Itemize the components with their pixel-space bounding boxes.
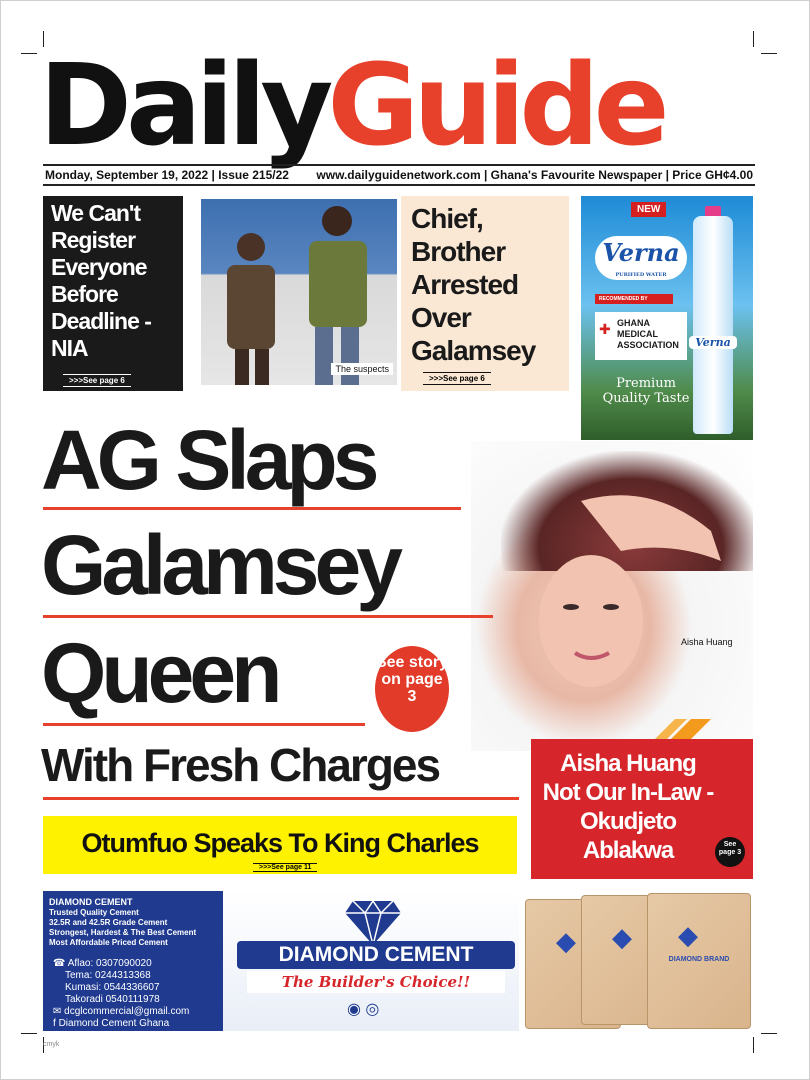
crop-mark bbox=[753, 1037, 754, 1053]
verna-water-ad[interactable] bbox=[581, 196, 753, 440]
nia-headline: We Can't Register Everyone Before Deadline - NIA bbox=[51, 200, 151, 361]
chief-see-page: >>>See page 6 bbox=[423, 372, 491, 385]
verna-brand-sub: PURIFIED WATER bbox=[615, 272, 667, 278]
diamond-icon: ◆ bbox=[678, 920, 698, 950]
story-nia[interactable] bbox=[43, 196, 183, 391]
contact-tema: Tema: 0244313368 bbox=[65, 970, 151, 981]
dateline bbox=[43, 164, 755, 186]
nia-see-page: >>>See page 6 bbox=[63, 374, 131, 387]
phone-icon: ☎ bbox=[53, 958, 68, 969]
main-headline-line1[interactable]: AG Slaps bbox=[41, 413, 375, 507]
gma-name: GHANA MEDICAL ASSOCIATION bbox=[617, 318, 679, 350]
headline-rule bbox=[43, 723, 365, 726]
caduceus-icon: ✚ bbox=[599, 321, 611, 337]
headline-rule bbox=[43, 797, 519, 800]
email-icon: ✉ bbox=[53, 1006, 65, 1017]
diamond-icon: ◆ bbox=[556, 926, 576, 956]
aisha-huang-photo bbox=[471, 441, 753, 751]
suspects-caption: The suspects bbox=[331, 363, 393, 375]
see-story-badge[interactable]: See story on page 3 bbox=[375, 646, 449, 732]
certification-logos-icon: ◉ ◎ bbox=[347, 1001, 380, 1018]
diamond-cement-ad[interactable] bbox=[43, 891, 753, 1031]
story-chief[interactable] bbox=[401, 196, 569, 391]
diamond-icon: ◆ bbox=[612, 922, 632, 952]
verna-logo bbox=[595, 236, 687, 280]
cement-info-panel bbox=[43, 891, 223, 1031]
new-badge: NEW bbox=[631, 202, 666, 217]
contact-email: ✉ dcglcommercial@gmail.com bbox=[53, 1006, 190, 1017]
main-headline-line3[interactable]: Queen bbox=[41, 626, 278, 720]
gma-badge bbox=[595, 312, 687, 360]
cement-brand: DIAMOND CEMENT bbox=[49, 897, 133, 907]
facebook-icon: f bbox=[53, 1018, 59, 1029]
contact-kumasi: Kumasi: 0544336607 bbox=[65, 982, 160, 993]
recommended-label: RECOMMENDED BY bbox=[595, 294, 673, 304]
date-issue: Monday, September 19, 2022 | Issue 215/22 bbox=[45, 168, 289, 182]
suspects-photo bbox=[201, 199, 397, 385]
cement-bags-image bbox=[519, 891, 753, 1031]
cement-bag bbox=[647, 893, 751, 1029]
aisha-see-page: See page 3 bbox=[715, 837, 745, 867]
bottle-label: Verna bbox=[689, 336, 737, 349]
portrait-face bbox=[471, 441, 753, 751]
main-headline-line2[interactable]: Galamsey bbox=[41, 518, 398, 612]
aisha-caption: Aisha Huang bbox=[681, 637, 733, 647]
crop-mark bbox=[761, 1033, 777, 1034]
cement-logo-panel bbox=[223, 891, 523, 1031]
verna-brand: Verna bbox=[602, 238, 680, 267]
verna-tagline: Premium Quality Taste bbox=[602, 376, 690, 406]
crop-mark bbox=[753, 31, 754, 47]
aisha-headline: Aisha Huang Not Our In-Law - Okudjeto Ablakwa bbox=[542, 750, 714, 864]
masthead-daily: Daily bbox=[39, 41, 328, 171]
main-headline-line4[interactable]: With Fresh Charges bbox=[41, 739, 440, 791]
contact-aflao: ☎ Aflao: 0307090020 bbox=[53, 958, 152, 969]
otumfuo-see-page: >>>See page 11 bbox=[253, 863, 317, 872]
cement-slogan: The Builder's Choice!! bbox=[247, 971, 505, 993]
headline-rule bbox=[43, 507, 461, 510]
crop-mark bbox=[761, 53, 777, 54]
cement-contacts bbox=[49, 958, 217, 1030]
contact-facebook: f Diamond Cement Ghana bbox=[53, 1018, 170, 1029]
chief-headline: Chief, Brother Arrested Over Galamsey bbox=[411, 203, 536, 366]
cement-line: 32.5R and 42.5R Grade Cement bbox=[49, 918, 168, 927]
crop-mark bbox=[21, 53, 37, 54]
bag-label: DIAMOND BRAND bbox=[668, 956, 730, 963]
masthead-logo bbox=[39, 41, 759, 171]
diamond-icon bbox=[343, 897, 403, 947]
headline-rule bbox=[43, 615, 493, 618]
suspects-figures bbox=[201, 199, 397, 385]
contact-takoradi: Takoradi 0540111978 bbox=[65, 994, 160, 1005]
site-info: www.dailyguidenetwork.com | Ghana's Favourite Newspaper | Price GH¢4.00 bbox=[316, 168, 753, 182]
story-otumfuo[interactable] bbox=[43, 816, 517, 874]
masthead-guide: Guide bbox=[327, 41, 664, 171]
crop-mark bbox=[21, 1033, 37, 1034]
cement-line: Strongest, Hardest & The Best Cement bbox=[49, 928, 197, 937]
cement-line: Most Affordable Priced Cement bbox=[49, 938, 168, 947]
cement-line: Trusted Quality Cement bbox=[49, 908, 139, 917]
otumfuo-headline: Otumfuo Speaks To King Charles bbox=[81, 828, 479, 858]
water-bottle bbox=[693, 216, 733, 434]
story-aisha-huang[interactable] bbox=[531, 739, 753, 879]
cement-logo-name: DIAMOND CEMENT bbox=[237, 941, 515, 969]
print-registration-mark: cmyk bbox=[43, 1041, 60, 1048]
